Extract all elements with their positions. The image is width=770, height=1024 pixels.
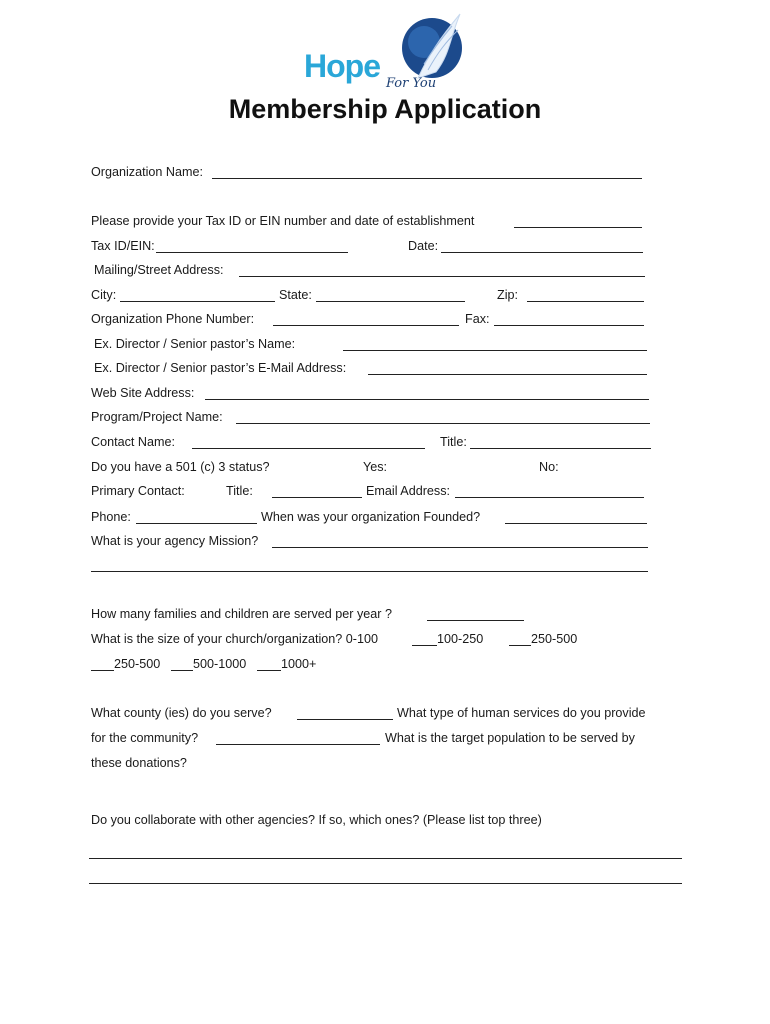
mailing-address-field[interactable] [239, 276, 645, 277]
contact-title-field[interactable] [470, 448, 651, 449]
size-question: What is the size of your church/organization? 0-100 [91, 632, 379, 646]
primary-title-field[interactable] [272, 497, 362, 498]
size-250-500-checkline[interactable] [509, 645, 531, 646]
mission-label: What is your agency Mission? [91, 534, 259, 548]
founded-field[interactable] [505, 523, 647, 524]
zip-field[interactable] [527, 301, 644, 302]
phone-label: Phone: [91, 510, 131, 524]
page-title: Membership Application [228, 94, 542, 124]
collaborate-field-line-2[interactable] [89, 883, 682, 884]
org-phone-field[interactable] [273, 325, 459, 326]
county-question: What county (ies) do you serve? [91, 706, 272, 720]
size-500-1000-label: 500-1000 [193, 657, 247, 671]
donations-label: these donations? [91, 756, 187, 770]
org-phone-label: Organization Phone Number: [91, 312, 255, 326]
website-label: Web Site Address: [91, 386, 195, 400]
community-label: for the community? [91, 731, 199, 745]
org-name-field[interactable] [212, 178, 642, 179]
tax-id-field[interactable] [156, 252, 348, 253]
website-field[interactable] [205, 399, 649, 400]
director-email-label: Ex. Director / Senior pastor’s E-Mail Address: [94, 361, 347, 375]
families-question: How many families and children are served per year ? [91, 607, 392, 621]
primary-title-label: Title: [226, 484, 253, 498]
size-250-500-b-label: 250-500 [114, 657, 161, 671]
hope-for-you-logo [300, 8, 470, 96]
city-field[interactable] [120, 301, 275, 302]
no-label[interactable]: No: [539, 460, 559, 474]
state-field[interactable] [316, 301, 465, 302]
fax-label: Fax: [465, 312, 490, 326]
contact-name-label: Contact Name: [91, 435, 175, 449]
org-name-label: Organization Name: [91, 165, 203, 179]
size-100-250-label: 100-250 [437, 632, 484, 646]
mailing-address-label: Mailing/Street Address: [94, 263, 224, 277]
state-label: State: [279, 288, 312, 302]
yes-label[interactable]: Yes: [363, 460, 388, 474]
mission-field-line-2[interactable] [91, 571, 648, 572]
date-field[interactable] [441, 252, 643, 253]
director-name-field[interactable] [343, 350, 647, 351]
contact-title-label: Title: [440, 435, 467, 449]
size-1000-plus-checkline[interactable] [257, 670, 281, 671]
logo-wordmark: Hope [304, 48, 380, 84]
size-500-1000-checkline[interactable] [171, 670, 193, 671]
status-question: Do you have a 501 (c) 3 status? [91, 460, 270, 474]
fax-field[interactable] [494, 325, 644, 326]
zip-label: Zip: [497, 288, 518, 302]
county-field[interactable] [297, 719, 393, 720]
city-label: City: [91, 288, 117, 302]
program-field[interactable] [236, 423, 650, 424]
director-name-label: Ex. Director / Senior pastor’s Name: [94, 337, 296, 351]
families-field[interactable] [427, 620, 524, 621]
director-email-field[interactable] [368, 374, 647, 375]
collaborate-question: Do you collaborate with other agencies? If so, which ones? (Please list top three) [91, 813, 542, 827]
target-question: What is the target population to be served by [385, 731, 635, 745]
email-field[interactable] [455, 497, 644, 498]
email-label: Email Address: [366, 484, 450, 498]
logo-tagline: For You [386, 76, 437, 91]
date-label: Date: [408, 239, 439, 253]
size-100-250-checkline[interactable] [412, 645, 437, 646]
contact-name-field[interactable] [192, 448, 425, 449]
size-250-500-label: 250-500 [531, 632, 578, 646]
establishment-field[interactable] [514, 227, 642, 228]
primary-contact-label: Primary Contact: [91, 484, 185, 498]
founded-label: When was your organization Founded? [261, 510, 481, 524]
mission-field[interactable] [272, 547, 648, 548]
phone-field[interactable] [136, 523, 257, 524]
tax-id-label: Tax ID/EIN: [91, 239, 155, 253]
size-250-500-b-checkline[interactable] [91, 670, 114, 671]
program-label: Program/Project Name: [91, 410, 223, 424]
services-field[interactable] [216, 744, 380, 745]
size-1000-plus-label: 1000+ [281, 657, 317, 671]
tax-prompt-label: Please provide your Tax ID or EIN number and date of establishment [91, 214, 475, 228]
collaborate-field-line-1[interactable] [89, 858, 682, 859]
services-question: What type of human services do you provide [397, 706, 646, 720]
